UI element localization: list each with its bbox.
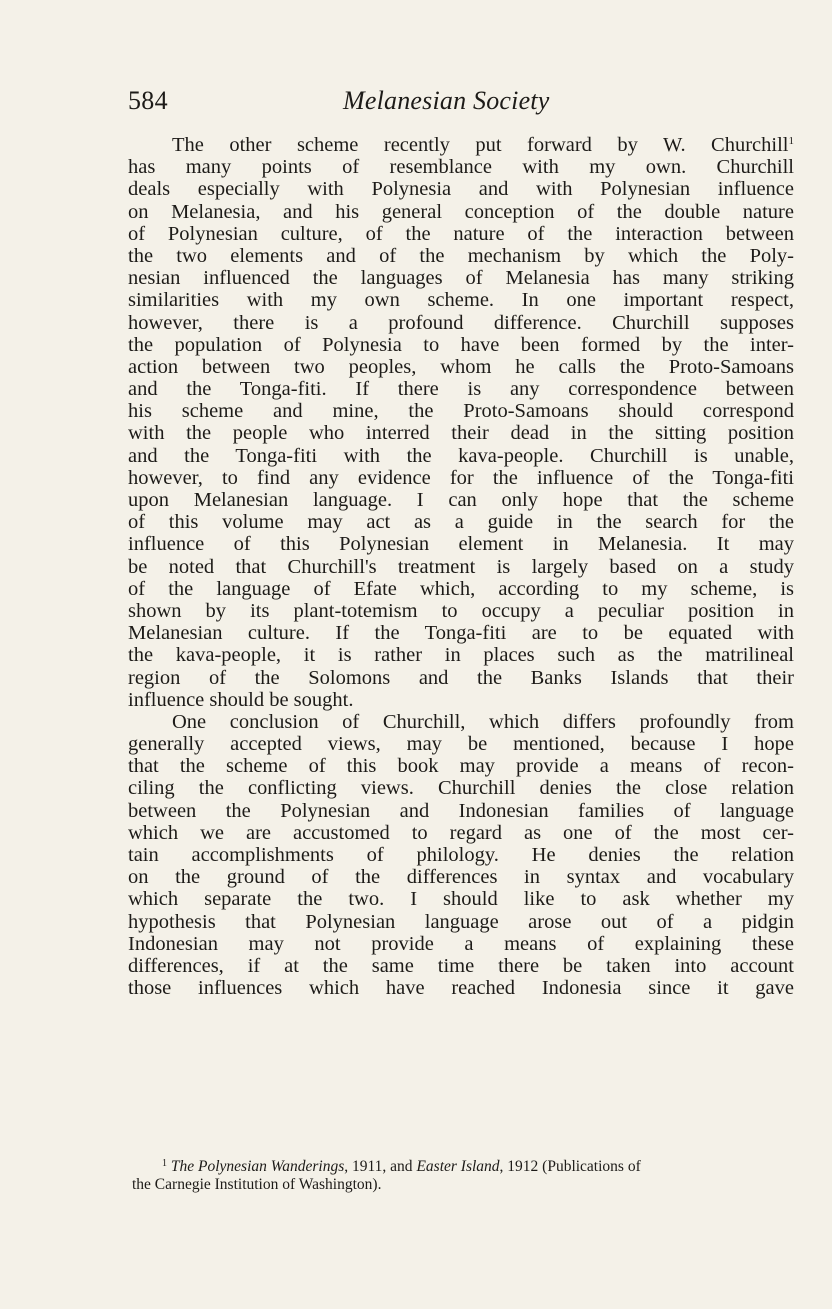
text-line: nesian influenced the languages of Melanesia has many striking (128, 267, 794, 290)
text-line: of Polynesian culture, of the nature of the interaction between (128, 222, 794, 245)
text-line: region of the Solomons and the Banks Islands that their (128, 666, 794, 689)
text-line: has many points of resemblance with my own. Churchill (128, 156, 794, 179)
paragraph-2 (128, 711, 794, 999)
text-line: however, there is a profound difference. Churchill supposes (128, 311, 794, 334)
body-text (128, 134, 794, 999)
text-line: generally accepted views, may be mentioned, because I hope (128, 733, 794, 756)
footnote-marker: 1 (162, 1158, 167, 1169)
text-line: that the scheme of this book may provide a means of recon- (128, 755, 794, 778)
text-line: of the language of Efate which, according to my scheme, is (128, 577, 794, 600)
text-line: Melanesian culture. If the Tonga-fiti are to be equated with (128, 622, 794, 645)
page-number: 584 (128, 86, 168, 115)
text-line: tain accomplishments of philology. He denies the relation (128, 844, 794, 866)
footnote-title: Easter Island (416, 1158, 500, 1175)
footnote (132, 1158, 792, 1194)
text-line: and the Tonga-fiti. If there is any correspondence between (128, 378, 794, 401)
text-line: be noted that Churchill's treatment is largely based on a study (128, 555, 794, 578)
paragraph-1 (128, 134, 794, 711)
text-line: which separate the two. I should like to ask whether my (128, 888, 794, 911)
text-line: Indonesian may not provide a means of explaining these (128, 932, 794, 955)
text-line: on Melanesia, and his general conception of the double nature (128, 200, 794, 223)
text-line: hypothesis that Polynesian language arose out of a pidgin (128, 910, 794, 933)
text-line: on the ground of the differences in syntax and vocabulary (128, 866, 794, 889)
text-line: influence of this Polynesian element in Melanesia. It may (128, 533, 794, 556)
footnote-line: $^1$ The Polynesian Wanderings, 1911, and Easter Island, 1912 (Publications of (162, 1158, 641, 1175)
text-line: The other scheme recently put forward by W. Churchill$^1$ (172, 134, 794, 156)
text-line: One conclusion of Churchill, which differs profoundly from (172, 710, 794, 733)
text-line: shown by its plant-totemism to occupy a peculiar position in (128, 599, 794, 622)
text-line: deals especially with Polynesia and with Polynesian influence (128, 178, 794, 201)
text-line: the population of Polynesia to have been formed by the inter- (128, 333, 794, 356)
text-line: ciling the conflicting views. Churchill denies the close relation (128, 777, 794, 800)
text-line: of this volume may act as a guide in the search for the (128, 511, 794, 534)
text-line: upon Melanesian language. I can only hope that the scheme (128, 489, 794, 511)
text-line: influence should be sought. (128, 688, 354, 711)
footnote-reference: 1 (788, 135, 794, 147)
text-line: action between two peoples, whom he calls the Proto-Samoans (128, 355, 794, 378)
footnote-title: The Polynesian Wanderings (170, 1158, 345, 1175)
text-line: with the people who interred their dead in the sitting position (128, 422, 794, 445)
text-line: however, to find any evidence for the influence of the Tonga-fiti (128, 466, 794, 489)
footnote-line: the Carnegie Institution of Washington). (132, 1176, 382, 1193)
text-line: the kava-people, it is rather in places such as the matrilineal (128, 644, 794, 667)
text-line: differences, if at the same time there be taken into account (128, 954, 794, 977)
text-line: the two elements and of the mechanism by which the Poly- (128, 244, 794, 267)
text-line: similarities with my own scheme. In one important respect, (128, 289, 794, 312)
text-line: his scheme and mine, the Proto-Samoans should correspond (128, 400, 794, 423)
text-line: which we are accustomed to regard as one of the most cer- (128, 821, 794, 844)
text-line: between the Polynesian and Indonesian families of language (128, 799, 794, 822)
text-line: and the Tonga-fiti with the kava-people. Churchill is unable, (128, 444, 794, 467)
running-title: Melanesian Society (343, 86, 550, 115)
text-line: those influences which have reached Indonesia since it gave (128, 977, 794, 1000)
